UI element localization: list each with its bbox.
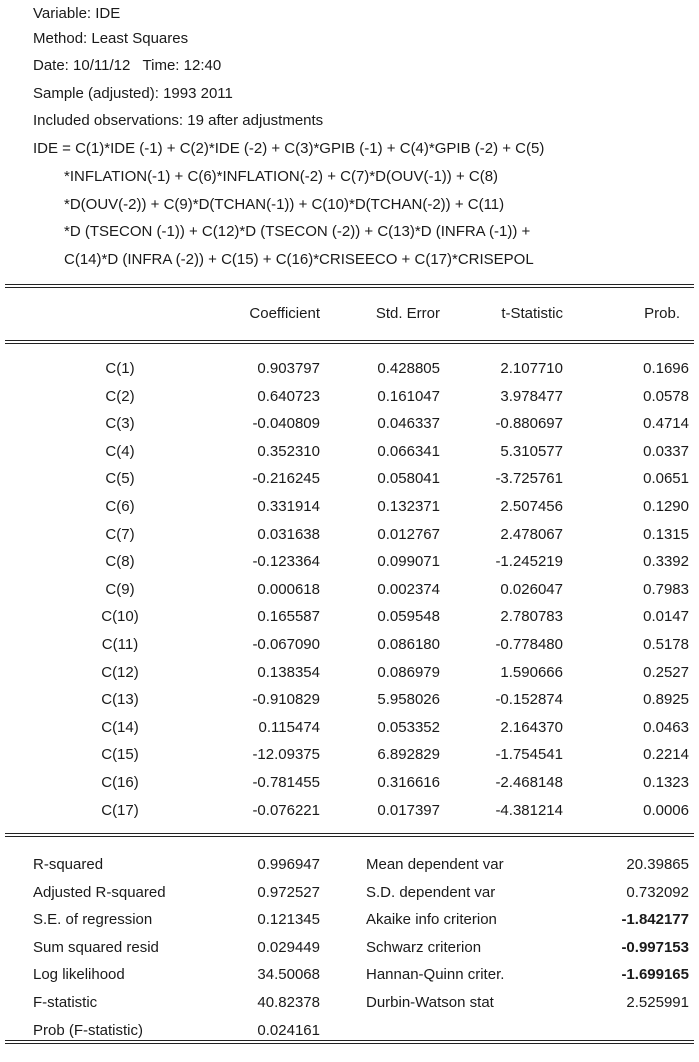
stat-value: -0.997153 (621, 938, 689, 956)
stat-label: Log likelihood (33, 966, 125, 984)
t-statistic-value: 3.978477 (500, 387, 563, 405)
stat-label: Hannan-Quinn criter. (366, 966, 505, 984)
coefficient-value: -0.910829 (252, 691, 320, 709)
date-line: Date: 10/11/12 Time: 12:40 (33, 57, 222, 74)
stat-value: 2.525991 (626, 994, 689, 1011)
stats-bottom-rule (5, 1043, 694, 1044)
coefficient-name: C(17) (101, 801, 139, 819)
t-statistic-value: -4.381214 (495, 801, 563, 819)
std-error-value: 0.086979 (377, 663, 440, 681)
t-statistic-value: 2.164370 (500, 718, 563, 736)
stat-value: 0.972527 (257, 883, 320, 901)
stat-label: Sum squared resid (33, 938, 159, 956)
std-error-value: 0.428805 (377, 360, 440, 377)
equation-line: *D (TSECON (-1)) + C(12)*D (TSECON (-2)) + C(13)*D (INFRA (-1)) + (64, 223, 531, 240)
method-line: Method: Least Squares (33, 30, 189, 47)
coefficient-name: C(3) (105, 415, 135, 433)
coefficient-name: C(16) (101, 774, 139, 791)
prob-value: 0.0006 (643, 801, 689, 819)
stat-value: 0.121345 (257, 911, 320, 929)
stat-value: 40.82378 (257, 994, 320, 1011)
t-statistic-value: -0.152874 (495, 691, 563, 709)
t-statistic-value: -0.778480 (495, 636, 563, 653)
std-error-value: 5.958026 (377, 691, 440, 709)
stat-value: 0.024161 (257, 1021, 320, 1039)
coefficient-name: C(12) (101, 663, 139, 681)
t-statistic-value: 5.310577 (500, 442, 563, 460)
prob-value: 0.1315 (643, 525, 689, 543)
t-statistic-value: 2.507456 (500, 498, 563, 515)
sample-line: Sample (adjusted): 1993 2011 (33, 85, 233, 102)
stat-label: S.D. dependent var (366, 883, 496, 901)
std-error-value: 0.002374 (377, 580, 440, 598)
coefficient-value: -0.216245 (252, 470, 320, 488)
t-statistic-value: 1.590666 (500, 663, 563, 681)
equation-line: *INFLATION(-1) + C(6)*INFLATION(-2) + C(7)*D(OUV(-1)) + C(8) (64, 168, 499, 185)
stat-value: -1.699165 (621, 966, 689, 984)
coefficient-value: 0.165587 (257, 608, 320, 626)
t-statistic-value: 0.026047 (500, 580, 563, 598)
coefficient-name: C(1) (105, 360, 135, 377)
stat-label: Prob (F-statistic) (33, 1021, 144, 1039)
prob-value: 0.2527 (643, 663, 689, 681)
coef-bottom-rule (5, 833, 694, 834)
prob-value: 0.3392 (643, 553, 689, 571)
std-error-value: 0.059548 (377, 608, 440, 626)
stat-label: Akaike info criterion (366, 911, 497, 929)
prob-value: 0.1696 (643, 360, 689, 377)
t-statistic-value: 2.478067 (500, 525, 563, 543)
t-statistic-value: -1.754541 (495, 746, 563, 764)
coefficient-name: C(6) (105, 498, 135, 515)
coefficient-value: -0.781455 (252, 774, 320, 791)
stat-value: 20.39865 (626, 856, 689, 873)
prob-value: 0.4714 (643, 415, 689, 433)
t-statistic-value: 2.780783 (500, 608, 563, 626)
coefficient-value: -12.09375 (252, 746, 320, 764)
observations-line: Included observations: 19 after adjustments (33, 112, 324, 129)
stat-label: Mean dependent var (366, 856, 504, 873)
t-statistic-value: -2.468148 (495, 774, 563, 791)
t-statistic-value: -0.880697 (495, 415, 563, 433)
prob-value: 0.7983 (643, 580, 689, 598)
coefficient-name: C(2) (105, 387, 135, 405)
coefficient-name: C(4) (105, 442, 135, 460)
coefficient-value: -0.076221 (252, 801, 320, 819)
stat-label: S.E. of regression (33, 911, 153, 929)
coefficient-value: -0.040809 (252, 415, 320, 433)
stat-label: Durbin-Watson stat (366, 994, 494, 1011)
prob-value: 0.0463 (643, 718, 689, 736)
t-statistic-value: -3.725761 (495, 470, 563, 488)
variable-line: Variable: IDE (33, 5, 121, 22)
std-error-value: 0.086180 (377, 636, 440, 653)
coefficient-name: C(15) (101, 746, 139, 764)
std-error-value: 0.161047 (377, 387, 440, 405)
prob-value: 0.5178 (643, 636, 689, 653)
coefficient-name: C(10) (101, 608, 139, 626)
coefficient-value: 0.138354 (257, 663, 320, 681)
column-header-std-error: Std. Error (375, 305, 440, 322)
coefficient-name: C(9) (105, 580, 135, 598)
std-error-value: 0.053352 (377, 718, 440, 736)
coef-bottom-rule (5, 836, 694, 837)
coefficient-value: 0.903797 (257, 360, 320, 377)
stat-value: 0.732092 (626, 883, 689, 901)
t-statistic-value: 2.107710 (500, 360, 563, 377)
coefficient-name: C(5) (105, 470, 135, 488)
coefficient-value: 0.031638 (257, 525, 320, 543)
table-top-rule (5, 284, 694, 285)
stat-label: Schwarz criterion (366, 938, 482, 956)
prob-value: 0.0651 (643, 470, 689, 488)
prob-value: 0.0578 (643, 387, 689, 405)
prob-value: 0.1323 (643, 774, 689, 791)
std-error-value: 0.316616 (377, 774, 440, 791)
coefficient-name: C(8) (105, 553, 135, 571)
prob-value: 0.2214 (643, 746, 689, 764)
equation-line: C(14)*D (INFRA (-2)) + C(15) + C(16)*CRISEECO + C(17)*CRISEPOL (64, 251, 534, 268)
coefficient-value: 0.640723 (257, 387, 320, 405)
std-error-value: 0.099071 (377, 553, 440, 571)
std-error-value: 0.046337 (377, 415, 440, 433)
coefficient-name: C(7) (105, 525, 135, 543)
coefficient-name: C(14) (101, 718, 139, 736)
coefficient-value: -0.123364 (252, 553, 320, 571)
coefficient-value: 0.115474 (258, 718, 320, 736)
header-bottom-rule (5, 343, 694, 344)
column-header-t-statistic: t-Statistic (501, 305, 563, 322)
header-bottom-rule (5, 340, 694, 341)
prob-value: 0.0147 (643, 608, 689, 626)
coefficient-name: C(13) (101, 691, 139, 709)
prob-value: 0.1290 (643, 498, 689, 515)
coefficient-value: -0.067090 (252, 636, 320, 653)
stat-value: 0.996947 (257, 856, 320, 873)
std-error-value: 0.058041 (377, 470, 440, 488)
stat-value: 0.029449 (257, 938, 320, 956)
column-header-prob: Prob. (644, 305, 680, 322)
coefficient-value: 0.352310 (257, 442, 320, 460)
equation-line: *D(OUV(-2)) + C(9)*D(TCHAN(-1)) + C(10)*D(TCHAN(-2)) + C(11) (64, 196, 505, 213)
stat-value: -1.842177 (621, 911, 689, 929)
stat-value: 34.50068 (257, 966, 320, 984)
prob-value: 0.0337 (643, 442, 689, 460)
table-top-rule (5, 287, 694, 288)
stat-label: Adjusted R-squared (33, 883, 166, 901)
prob-value: 0.8925 (643, 691, 689, 709)
equation-line: IDE = C(1)*IDE (-1) + C(2)*IDE (-2) + C(3)*GPIB (-1) + C(4)*GPIB (-2) + C(5) (33, 140, 545, 157)
std-error-value: 6.892829 (377, 746, 440, 764)
std-error-value: 0.017397 (377, 801, 440, 819)
std-error-value: 0.066341 (377, 442, 440, 460)
std-error-value: 0.012767 (377, 525, 440, 543)
stat-label: F-statistic (33, 994, 98, 1011)
coefficient-value: 0.331914 (257, 498, 320, 515)
t-statistic-value: -1.245219 (495, 553, 563, 571)
std-error-value: 0.132371 (377, 498, 440, 515)
column-header-coefficient: Coefficient (249, 305, 320, 322)
coefficient-value: 0.000618 (257, 580, 320, 598)
coefficient-name: C(11) (101, 636, 139, 653)
stats-bottom-rule (5, 1040, 694, 1041)
stat-label: R-squared (33, 856, 104, 873)
